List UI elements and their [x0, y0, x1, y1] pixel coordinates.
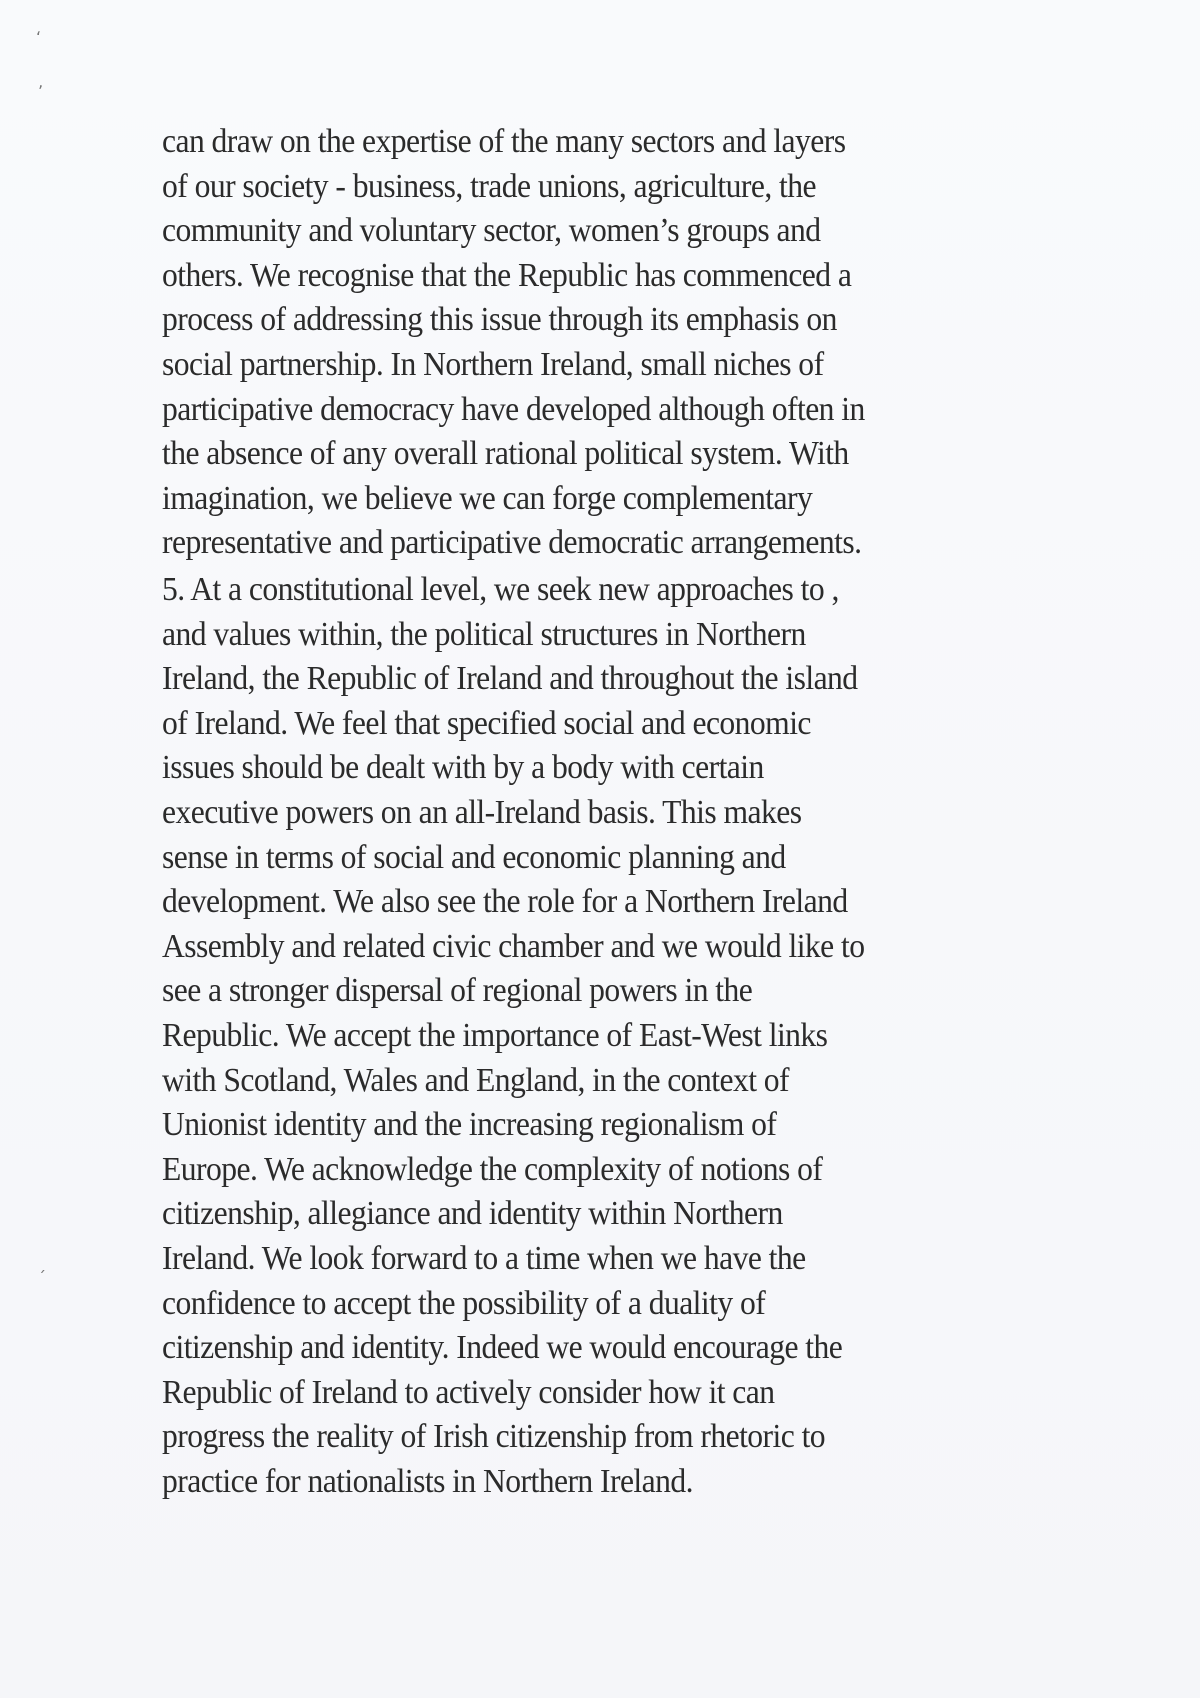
scan-speck: ˊ — [38, 1268, 46, 1287]
text-line: 5. At a constitutional level, we seek new approaches to , — [162, 571, 839, 608]
text-line: Assembly and related civic chamber and we would like to — [162, 927, 865, 965]
text-line: practice for nationalists in Northern Ireland. — [162, 1462, 693, 1500]
text-line: progress the reality of Irish citizenship from rhetoric to — [162, 1418, 826, 1456]
text-line: Republic. We accept the importance of East-West links — [162, 1016, 828, 1054]
text-line: representative and participative democratic arrangements. — [162, 524, 862, 562]
text-line: the absence of any overall rational political system. With — [162, 435, 849, 473]
text-line: see a stronger dispersal of regional powers in the — [162, 972, 753, 1010]
text-line: social partnership. In Northern Ireland, small niches of — [162, 345, 824, 383]
text-line: process of addressing this issue through its emphasis on — [162, 301, 837, 339]
text-line: with Scotland, Wales and England, in the context of — [162, 1061, 790, 1099]
text-line: of Ireland. We feel that specified social and economic — [162, 704, 811, 742]
text-line: issues should be dealt with by a body with certain — [162, 749, 764, 787]
paragraph-participative-democracy — [162, 120, 1062, 566]
text-line: imagination, we believe we can forge complementary — [162, 479, 813, 517]
text-line: participative democracy have developed although often in — [162, 390, 865, 428]
text-line: and values within, the political structures in Northern — [162, 615, 806, 653]
text-line: of our society - business, trade unions, agriculture, the — [162, 167, 817, 205]
text-line: Unionist identity and the increasing regionalism of — [162, 1106, 777, 1144]
text-line: Republic of Ireland to actively consider how it can — [162, 1373, 775, 1411]
scan-speck: ʻ — [36, 28, 42, 47]
text-line: Europe. We acknowledge the complexity of notions of — [162, 1150, 823, 1188]
text-line: citizenship, allegiance and identity within Northern — [162, 1195, 783, 1233]
text-line: sense in terms of social and economic planning and — [162, 838, 786, 876]
text-line: confidence to accept the possibility of a duality of — [162, 1284, 766, 1322]
text-line: Ireland, the Republic of Ireland and throughout the island — [162, 660, 858, 698]
text-line: development. We also see the role for a Northern Ireland — [162, 883, 848, 921]
text-line: citizenship and identity. Indeed we would encourage the — [162, 1329, 843, 1367]
paragraph-5-constitutional-level — [162, 568, 1062, 1504]
text-line: Ireland. We look forward to a time when we have the — [162, 1239, 806, 1277]
text-line: can draw on the expertise of the many sectors and layers — [162, 123, 846, 160]
text-line: executive powers on an all-Ireland basis. This makes — [162, 793, 802, 831]
text-line: community and voluntary sector, women’s groups and — [162, 212, 821, 250]
text-line: others. We recognise that the Republic has commenced a — [162, 256, 852, 294]
scan-speck: ʼ — [38, 82, 44, 101]
